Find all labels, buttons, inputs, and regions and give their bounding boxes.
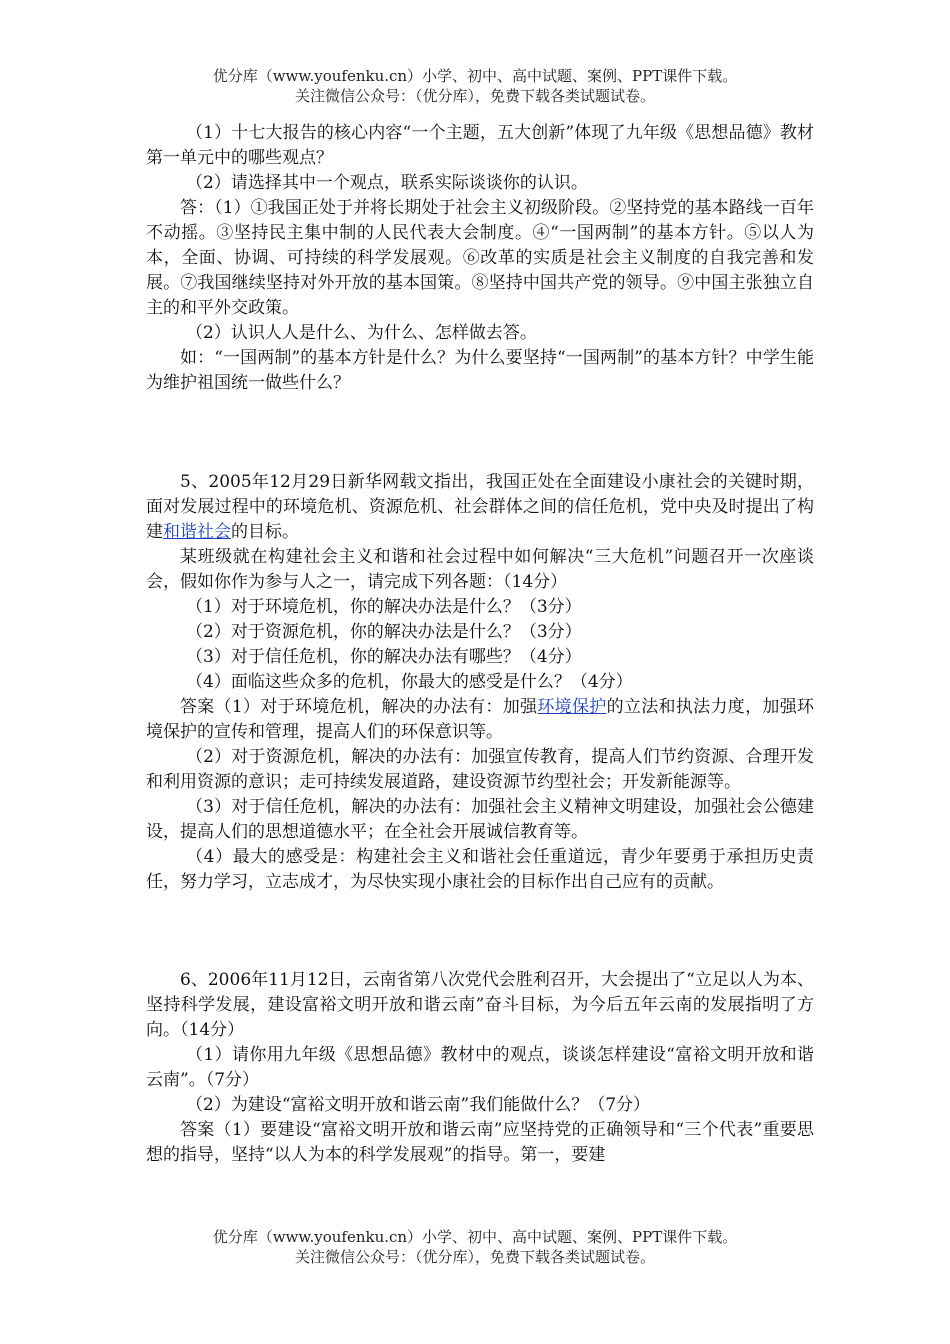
q4-sub2: （2）请选择其中一个观点，联系实际谈谈你的认识。 xyxy=(186,173,588,193)
q6-intro: 6、2006年11月12日，云南省第八次党代会胜利召开，大会提出了“立足以人为本、坚持科学发展，建设富裕文明开放和谐云南”奋斗目标，为今后五年云南的发展指明了方向。（14分） xyxy=(146,970,814,1040)
q5-sub1: （1）对于环境危机，你的解决办法是什么？（3分） xyxy=(186,597,582,617)
header-line-2: 关注微信公众号：（优分库），免费下载各类试题试卷。 xyxy=(294,87,655,105)
q5-sub2: （2）对于资源危机，你的解决办法是什么？（3分） xyxy=(186,622,582,642)
q5-answer1-text-a: 答案（1）对于环境危机，解决的办法有：加强 xyxy=(180,697,538,717)
harmonious-society-link[interactable]: 和谐社会 xyxy=(163,522,231,542)
q6-sub2: （2）为建设“富裕文明开放和谐云南”我们能做什么？（7分） xyxy=(186,1095,651,1115)
q5-answer2: （2）对于资源危机，解决的办法有：加强宣传教育，提高人们节约资源、合理开发和利用资源的意识；走可持续发展道路，建设资源节约型社会；开发新能源等。 xyxy=(146,747,814,792)
page-footer xyxy=(0,1227,950,1267)
q5-sub4: （4）面临这些众多的危机，你最大的感受是什么？（4分） xyxy=(186,672,633,692)
q5-answer3: （3）对于信任危机，解决的办法有：加强社会主义精神文明建设，加强社会公德建设，提高人们的思想道德水平；在全社会开展诚信教育等。 xyxy=(146,797,814,842)
q4-answer2: （2）认识人人是什么、为什么、怎样做去答。 xyxy=(186,323,537,343)
q5-paragraph: 某班级就在构建社会主义和谐和社会过程中如何解决“三大危机”问题召开一次座谈会，假如你作为参与人之一，请完成下列各题：（14分） xyxy=(146,547,814,592)
footer-line-1: 优分库（www.youfenku.cn）小学、初中、高中试题、案例、PPT课件下载。 xyxy=(212,1228,738,1246)
environment-protection-link[interactable]: 环境保护 xyxy=(537,697,607,717)
q5-answer1 xyxy=(146,695,814,745)
footer-line-2: 关注微信公众号：（优分库），免费下载各类试题试卷。 xyxy=(294,1248,655,1266)
q5-intro xyxy=(146,470,814,545)
header-line-1: 优分库（www.youfenku.cn）小学、初中、高中试题、案例、PPT课件下载。 xyxy=(212,67,738,85)
q5-answer4: （4）最大的感受是：构建社会主义和谐社会任重道远，青少年要勇于承担历史责任，努力学习，立志成才，为尽快实现小康社会的目标作出自己应有的贡献。 xyxy=(146,847,814,892)
q4-sub1: （1）十七大报告的核心内容“一个主题，五大创新”体现了九年级《思想品德》教材第一单元中的哪些观点？ xyxy=(146,123,814,168)
q4-example: 如：“一国两制”的基本方针是什么？为什么要坚持“一国两制”的基本方针？中学生能为维护祖国统一做些什么？ xyxy=(146,348,814,393)
q5-intro-text-b: 的目标。 xyxy=(231,522,299,542)
spacer xyxy=(146,895,814,968)
q5-intro-text-a: 5、2005年12月29日新华网载文指出，我国正处在全面建设小康社会的关键时期，面对发展过程中的环境危机、资源危机、社会群体之间的信任危机，党中央及时提出了构建 xyxy=(146,472,814,542)
q5-answer1-text-b: 的立法和执法力度，加强环境保护的宣传和管理，提高人们的环保意识等。 xyxy=(146,697,815,742)
spacer xyxy=(146,396,814,470)
q4-answer1: 答：（1）①我国正处于并将长期处于社会主义初级阶段。②坚持党的基本路线一百年不动摇。③坚持民主集中制的人民代表大会制度。④“一国两制”的基本方针。⑤以人为本，全面、协调、可持续的科学发展观。⑥改革的实质是社会主义制度的自我完善和发展。⑦我国继续坚持对外开放的基本国策。⑧坚持中国共产党的领导。⑨中国主张独立自主的和平外交政策。 xyxy=(146,198,814,318)
document-body xyxy=(146,121,814,1168)
page-header xyxy=(0,66,950,106)
q6-answer1: 答案（1）要建设“富裕文明开放和谐云南”应坚持党的正确领导和“三个代表”重要思想的指导，坚持“以人为本的科学发展观”的指导。第一，要建 xyxy=(146,1120,814,1165)
q5-sub3: （3）对于信任危机，你的解决办法有哪些？（4分） xyxy=(186,647,582,667)
q6-sub1: （1）请你用九年级《思想品德》教材中的观点，谈谈怎样建设“富裕文明开放和谐云南”。（7分） xyxy=(146,1045,814,1090)
